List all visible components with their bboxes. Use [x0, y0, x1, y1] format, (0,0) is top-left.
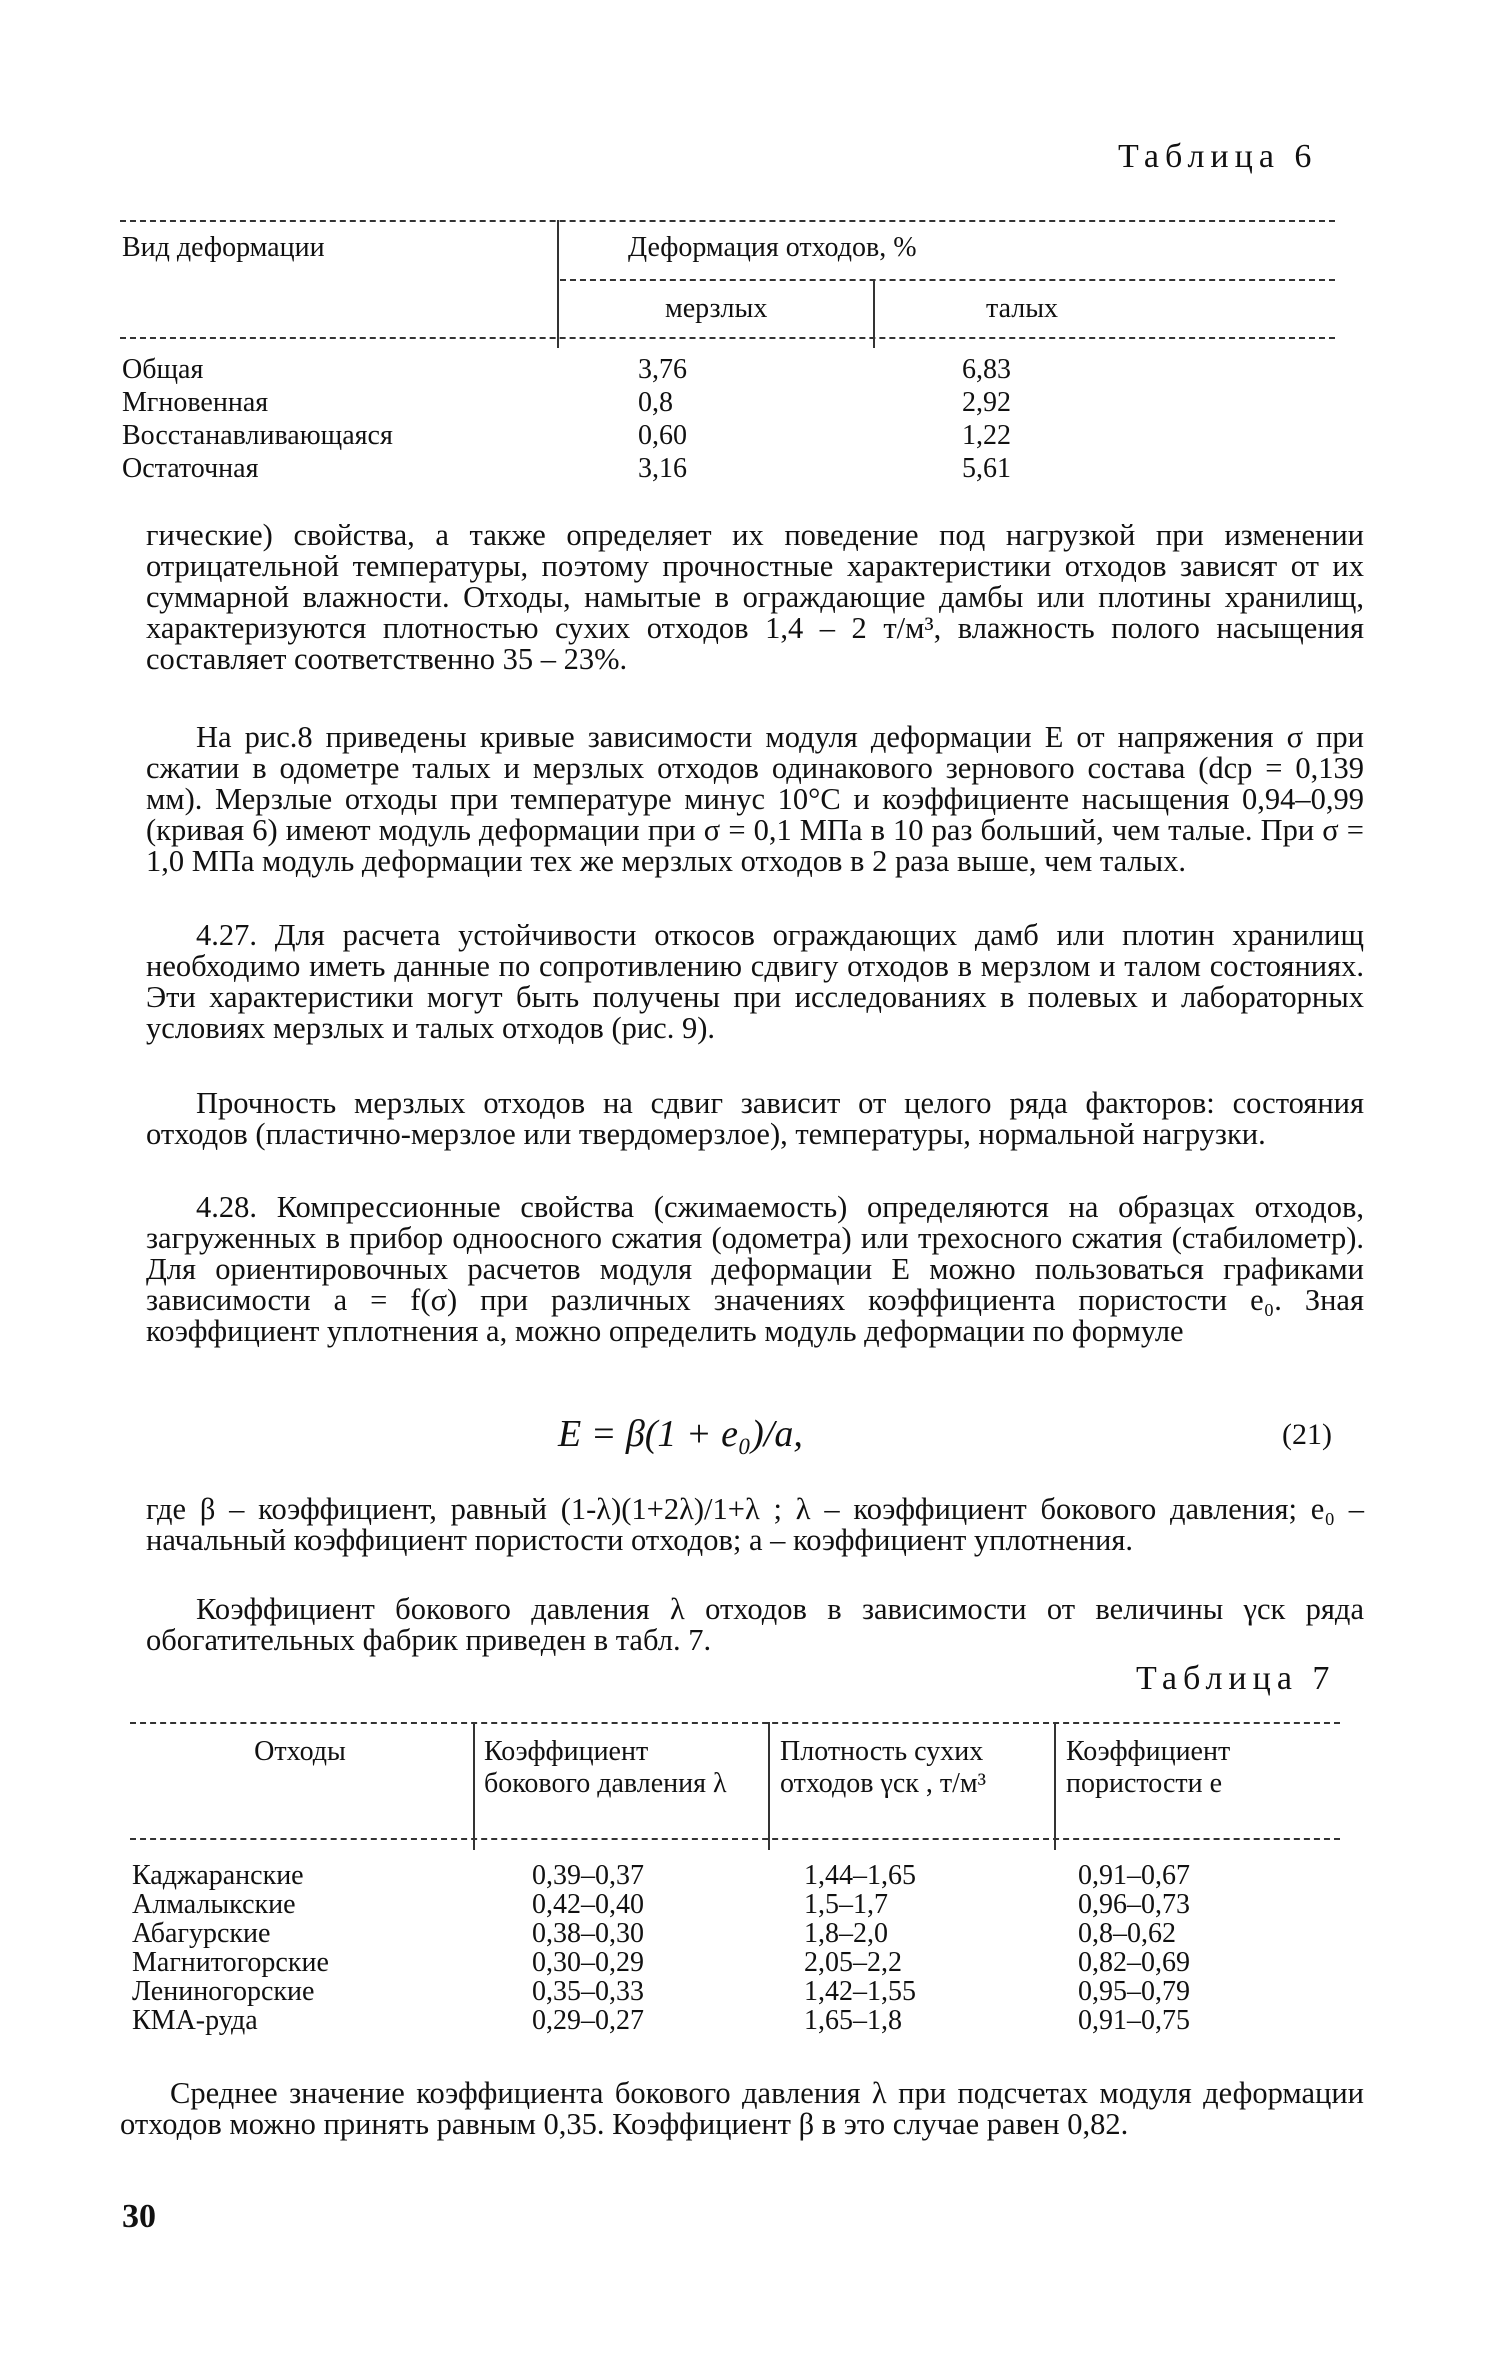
table6-sub-frozen: мерзлых [665, 293, 768, 324]
table-cell: 0,95–0,79 [1078, 1976, 1190, 2007]
table-cell: 1,44–1,65 [804, 1860, 916, 1891]
table-cell: 0,35–0,33 [532, 1976, 644, 2007]
table-cell: Каджаранские [132, 1860, 304, 1891]
paragraph-text: 4.27. Для расчета устойчивости откосов ограждающих дамб или плотин хранилищ необходимо иметь данные по сопротивлению сдвигу отходов в мерзлом и талом состояниях. Эти характеристики могут быть получены при исследованиях в полевых и лабораторных условиях мерзлых и талых отходов (рис. 9). [146, 918, 1364, 1045]
table-cell: 0,60 [638, 420, 687, 451]
paragraph-fig8 [146, 722, 1364, 877]
table-cell: Алмалыкские [132, 1889, 296, 1920]
paragraph-text: Прочность мерзлых отходов на сдвиг зависит от целого ряда факторов: состояния отходов (пластично-мерзлое или твердомерзлое), температуры, нормальной нагрузки. [146, 1086, 1364, 1151]
table-cell: Остаточная [122, 453, 259, 484]
table-cell: 0,82–0,69 [1078, 1947, 1190, 1978]
table-cell: Мгновенная [122, 387, 269, 418]
table-cell: 0,29–0,27 [532, 2005, 644, 2036]
table7-top-rule [130, 1722, 1340, 1724]
table7-divider-2 [768, 1722, 770, 1850]
table-cell: Общая [122, 354, 204, 385]
table6-sub-thawed: талых [986, 293, 1059, 324]
table-cell: Магнитогорские [132, 1947, 329, 1978]
table-cell: Восстанавливающаяся [122, 420, 393, 451]
table6-group-header: Деформация отходов, % [628, 232, 917, 263]
table-cell: 2,92 [962, 387, 1011, 418]
paragraph-4-28 [146, 1192, 1364, 1347]
table6-names [122, 354, 393, 486]
paragraph-text: Среднее значение коэффициента бокового давления λ при подсчетах модуля деформации отходов можно принять равным 0,35. Коэффициент β в это случае равен 0,82. [120, 2076, 1364, 2141]
paragraph-text: Коэффициент бокового давления λ отходов в зависимости от величины γск ряда обогатительных фабрик приведен в табл. 7. [146, 1592, 1364, 1657]
table-cell: 0,30–0,29 [532, 1947, 644, 1978]
table7-col-lateral [532, 1860, 644, 2034]
table-cell: 0,91–0,67 [1078, 1860, 1190, 1891]
table6-mid-rule [560, 279, 1335, 281]
table-cell: 0,38–0,30 [532, 1918, 644, 1949]
table6-frozen-values [638, 354, 687, 486]
table-cell: 1,8–2,0 [804, 1918, 888, 1949]
table-cell: 6,83 [962, 354, 1011, 385]
table-cell: 1,22 [962, 420, 1011, 451]
table7-col-porosity [1078, 1860, 1190, 2034]
table-cell: КМА-руда [132, 2005, 258, 2036]
table7-caption: Таблица 7 [1136, 1660, 1336, 1697]
paragraph-lateral-pressure [146, 1594, 1364, 1656]
formula-21: E = β(1 + e₀)/a, [558, 1413, 803, 1455]
table7-col-waste [132, 1860, 329, 2034]
table-cell: Абагурские [132, 1918, 271, 1949]
formula-number: (21) [1282, 1418, 1332, 1451]
paragraph-text: 4.28. Компрессионные свойства (сжимаемость) определяются на образцах отходов, загруженных в прибор одноосного сжатия (одометра) или трехосного сжатия (стабилометр). Для ориентировочных расчетов модуля деформации E можно пользоваться графиками зависимости a = f(σ) при различных значениях коэффициента пористости e₀. Зная коэффициент уплотнения a, можно определить модуль деформации по формуле [146, 1190, 1364, 1348]
table-cell: 3,16 [638, 453, 687, 484]
table-cell: 1,5–1,7 [804, 1889, 888, 1920]
paragraph-properties: гические) свойства, а также определяет их поведение под нагрузкой при изменении отрицательной температуры, поэтому прочностные характеристики отходов зависят от их суммарной влажности. Отходы, намытые в ограждающие дамбы или плотины хранилищ, характеризуются плотностью сухих отходов 1,4 – 2 т/м³, влажность полого насыщения составляет соответственно 35 – 23%. [146, 518, 1364, 676]
table-cell: 0,42–0,40 [532, 1889, 644, 1920]
table-cell: 0,8 [638, 387, 673, 418]
table7-col-density [804, 1860, 916, 2034]
table-cell: 0,8–0,62 [1078, 1918, 1176, 1949]
table-cell: 2,05–2,2 [804, 1947, 902, 1978]
table7-header-waste: Отходы [254, 1736, 346, 1767]
table7-header-porosity: Коэффициент пористости e [1066, 1736, 1231, 1799]
table7-header-lateral: Коэффициент бокового давления λ [484, 1736, 727, 1799]
table6-thawed-values [962, 354, 1011, 486]
table-cell: 3,76 [638, 354, 687, 385]
table6-col-header: Вид деформации [122, 232, 325, 263]
table7-divider-3 [1054, 1722, 1056, 1850]
table6-top-rule [120, 220, 1335, 222]
table7-header-density: Плотность сухих отходов γск , т/м³ [780, 1736, 986, 1799]
table-cell: 0,96–0,73 [1078, 1889, 1190, 1920]
table7-header-rule [130, 1838, 1340, 1840]
table-cell: 1,65–1,8 [804, 2005, 902, 2036]
table6-divider [557, 220, 559, 348]
paragraph-4-27 [146, 920, 1364, 1044]
table-cell: 1,42–1,55 [804, 1976, 916, 2007]
table6-caption: Таблица 6 [1118, 138, 1318, 175]
table-cell: 0,39–0,37 [532, 1860, 644, 1891]
table-cell: 0,91–0,75 [1078, 2005, 1190, 2036]
table-cell: Лениногорские [132, 1976, 315, 2007]
table7-divider-1 [473, 1722, 475, 1850]
table-cell: 5,61 [962, 453, 1011, 484]
paragraph-text: На рис.8 приведены кривые зависимости модуля деформации E от напряжения σ при сжатии в одометре талых и мерзлых отходов одинакового зернового состава (dср = 0,139 мм). Мерзлые отходы при температуре минус 10°С и коэффициенте насыщения 0,94–0,99 (кривая 6) имеют модуль деформации при σ = 0,1 МПа в 10 раз больший, чем талые. При σ = 1,0 МПа модуль деформации тех же мерзлых отходов в 2 раза выше, чем талых. [146, 720, 1364, 878]
paragraph-where: где β – коэффициент, равный (1-λ)(1+2λ)/1+λ ; λ – коэффициент бокового давления; e₀ – начальный коэффициент пористости отходов; a – коэффициент уплотнения. [146, 1492, 1364, 1557]
page-number: 30 [122, 2198, 156, 2235]
paragraph-shear [146, 1088, 1364, 1150]
table6-header-rule [120, 337, 1335, 339]
paragraph-average [120, 2078, 1364, 2140]
